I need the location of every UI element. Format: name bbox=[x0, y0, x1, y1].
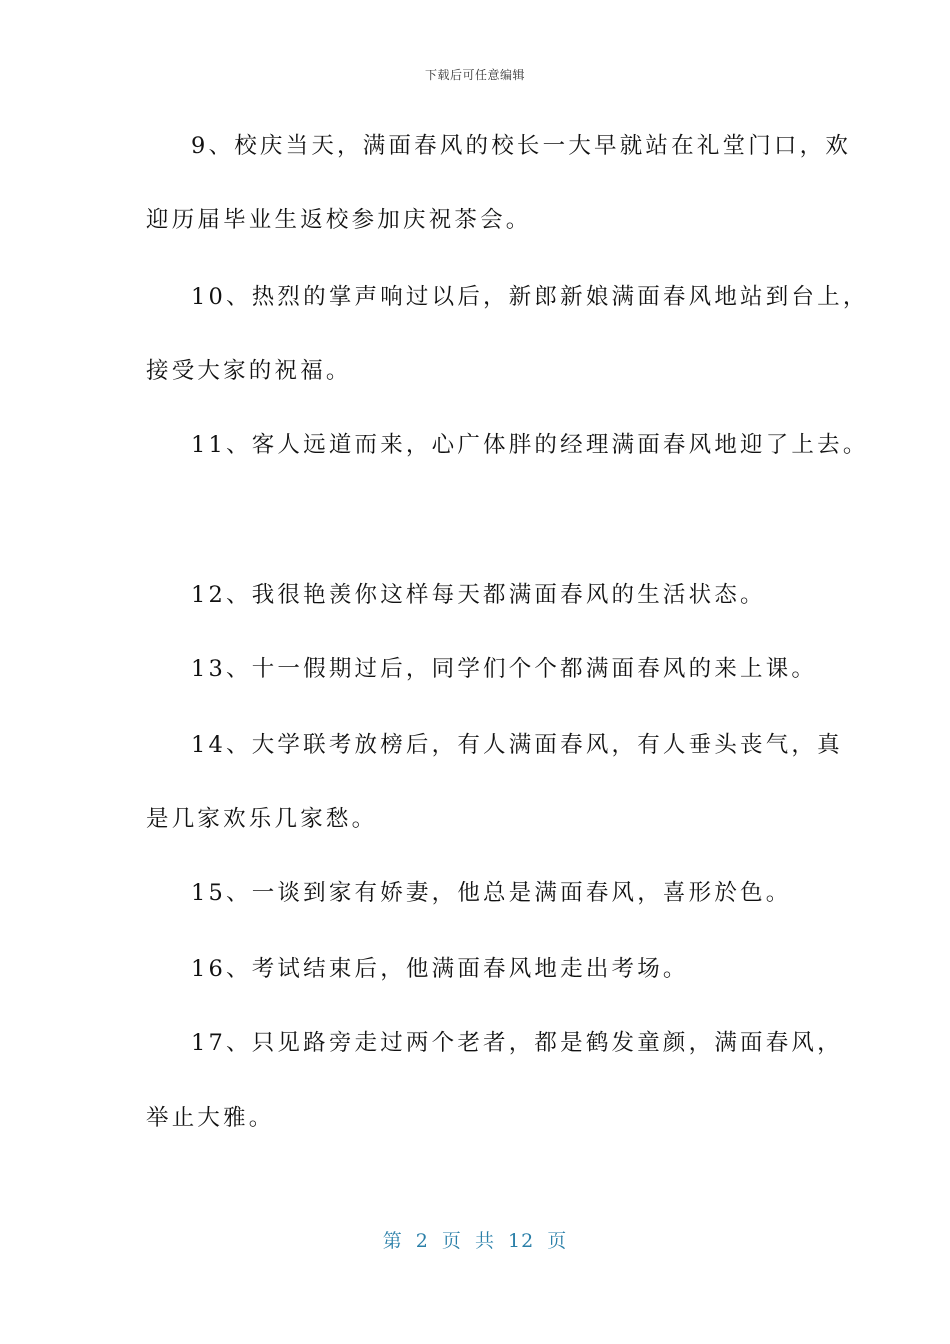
sentence-17-line-1: 17、只见路旁走过两个老者，都是鹤发童颜，满面春风， bbox=[191, 1030, 843, 1056]
sentence-9-line-2: 迎历届毕业生返校参加庆祝茶会。 bbox=[146, 207, 532, 233]
sentence-12: 12、我很艳羡你这样每天都满面春风的生活状态。 bbox=[191, 582, 766, 608]
sentence-15: 15、一谈到家有娇妻，他总是满面春风，喜形於色。 bbox=[191, 880, 792, 906]
sentence-13: 13、十一假期过后，同学们个个都满面春风的来上课。 bbox=[191, 656, 818, 682]
sentence-10-line-2: 接受大家的祝福。 bbox=[146, 358, 352, 384]
sentence-11: 11、客人远道而来，心广体胖的经理满面春风地迎了上去。 bbox=[191, 432, 869, 458]
page-header: 下载后可任意编辑 bbox=[424, 68, 525, 82]
sentence-9-line-1: 9、校庆当天，满面春风的校长一大早就站在礼堂门口，欢 bbox=[191, 133, 852, 159]
sentence-17-line-2: 举止大雅。 bbox=[146, 1105, 275, 1131]
sentence-14-line-2: 是几家欢乐几家愁。 bbox=[146, 806, 378, 832]
sentence-14-line-1: 14、大学联考放榜后，有人满面春风，有人垂头丧气，真 bbox=[191, 732, 843, 758]
sentence-16: 16、考试结束后，他满面春风地走出考场。 bbox=[191, 956, 689, 982]
sentence-10-line-1: 10、热烈的掌声响过以后，新郎新娘满面春风地站到台上， bbox=[191, 284, 869, 310]
page-number-footer: 第 2 页 共 12 页 bbox=[382, 1230, 568, 1252]
